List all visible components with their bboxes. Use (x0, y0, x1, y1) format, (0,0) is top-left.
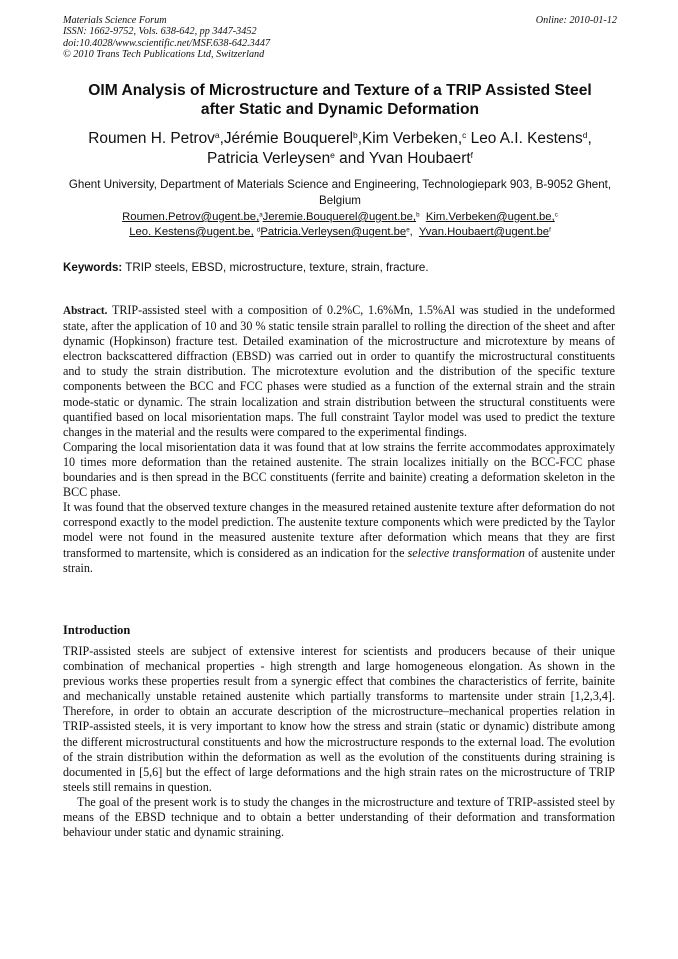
author-name: Kim Verbeken, (362, 130, 463, 147)
author-name: Jérémie Bouquerel (223, 130, 354, 147)
abstract-paragraph (63, 500, 615, 575)
doi-link[interactable]: doi:10.4028/www.scientific.net/MSF.638-642.3447 (63, 37, 271, 49)
email-mark: b (416, 211, 420, 219)
keywords-label: Keywords: (63, 261, 123, 274)
email-mark: c (554, 211, 558, 219)
title-line-2: after Static and Dynamic Deformation (200, 101, 480, 118)
author-mark: a (214, 129, 220, 140)
abstract-paragraph (63, 303, 615, 440)
affiliation: Ghent University, Department of Materials Science and Engineering, Technologiepark 903, B-9052 Ghent, Belgium (68, 178, 612, 207)
online-date: Online: 2010-01-12 (535, 15, 617, 26)
author-mark: b (353, 129, 358, 140)
email-mark: d (256, 226, 261, 234)
author-list (63, 129, 617, 169)
email-mark: a (259, 211, 263, 219)
abstract-text: of austenite under strain. (63, 545, 615, 575)
author-name: Leo A.I. Kestens (470, 130, 583, 147)
issn-line: ISSN: 1662-9752, Vols. 638-642, pp 3447-3452 (63, 26, 257, 38)
title-line-1: OIM Analysis of Microstructure and Texture of a TRIP Assisted Steel (88, 82, 592, 99)
author-separator: , (219, 130, 224, 147)
author-name: Yvan Houbaert (368, 150, 471, 167)
email-mark: e (406, 226, 410, 234)
email-link[interactable]: Kim.Verbeken@ugent.be, (425, 211, 555, 223)
author-mark: f (470, 149, 474, 160)
email-link[interactable]: Yvan.Houbaert@ugent.be (418, 226, 550, 238)
abstract-label: Abstract. (63, 305, 108, 317)
introduction-paragraph: TRIP-assisted steels are subject of extensive interest for scientists and producers because of their unique combination of mechanical properties - high strength and large homogeneous elongation. As shown in the previous works these properties result from a synergic effect that combines the characteristics of ferrite, bainite and mechanically unstable retained austenite which partially transforms to martensite under strain [1,2,3,4]. Therefore, in order to obtain an accurate description of the microstructure–mechanical properties relation in TRIP-assisted steels, it is very important to know how the stress and strain (static or dynamic) distribute among the different microstructural constituents and how the microstructure responds to the external load. The evolution of the strain distribution within the deformation as well as the evolution of the constituents during straining is documented in [5,6] but the effect of large deformations and the high strain rates on the microstructure of TRIP steels still remains in question. (63, 644, 615, 794)
abstract (63, 303, 615, 576)
author-separator: , (587, 130, 592, 147)
author-separator: and (334, 150, 369, 167)
email-link[interactable]: Patricia.Verleysen@ugent.be (260, 226, 407, 238)
email-link[interactable]: Jeremie.Bouquerel@ugent.be, (262, 211, 417, 223)
keywords (63, 261, 617, 275)
paper-title (63, 81, 617, 119)
email-mark: f (549, 226, 551, 234)
abstract-text: It was found that the observed texture changes in the measured retained austenite texture after deformation do not correspond exactly to the model prediction. The austenite texture components which were predicted by the Taylor model were not found in the measured austenite texture after deformation which means that they are first transformed to martensite, which is considered as an indication for the (63, 500, 615, 560)
keywords-text: TRIP steels, EBSD, microstructure, texture, strain, fracture. (125, 261, 429, 274)
introduction-paragraph: The goal of the present work is to study the changes in the microstructure and texture of TRIP-assisted steel by means of the EBSD technique and to obtain a better understanding of their deformation and transformation behaviour under static and dynamic straining. (63, 794, 615, 840)
author-name: Roumen H. Petrov (88, 130, 215, 147)
email-link[interactable]: Leo. Kestens@ugent.be, (129, 226, 254, 238)
author-name: Patricia Verleysen (206, 150, 331, 167)
author-separator: , (357, 130, 363, 147)
email-list: Roumen.Petrov@ugent.be,$^a$Jeremie.Bouquerel@ugent.be,$^b$ Kim.Verbeken@ugent.be,$^c$ Leo. Kestens@ugent.be, $^dPatricia.Verleysen@ugent.be^e$, $Yvan.Houbaert@ugent.be^f$ (122, 211, 558, 238)
journal-header (63, 15, 617, 61)
introduction-body (63, 644, 615, 840)
abstract-text: TRIP-assisted steel with a composition of 0.2%C, 1.6%Mn, 1.5%Al was studied in the undeformed state, after the application of 10 and 30 % static tensile strain parallel to rolling the direction of the sheet and after dynamic (Hopkinson) fracture test. Detailed examination of the microstructure and microtexture by means of electron backscattered diffraction (EBSD) was carried out in order to quantify the microstructural constituents and to study the strain distribution. The microtexture evolution and the distribution of the specific texture components between the BCC and FCC phases were studied as a function of the external strain and the strain mode-static or dynamic. The strain localization and strain distribution between the structural constituents were quantified based on local misorientation maps. The full constraint Taylor model was used to predict the texture changes in the material and the results were compared to the experimental findings. (63, 303, 616, 439)
journal-name: Materials Science Forum (63, 15, 167, 26)
author-mark: e (330, 149, 335, 160)
abstract-paragraph: Comparing the local misorientation data it was found that at low strains the ferrite accommodates approximately 10 times more deformation than the retained austenite. The strain localizes initially on the BCC-FCC phase boundaries and is then spread in the BCC constituents (ferrite and bainite) creating a deformation skeleton in the BCC phase. (63, 439, 615, 500)
author-mark: d (582, 129, 588, 140)
copyright-line: © 2010 Trans Tech Publications Ltd, Switzerland (63, 49, 265, 61)
email-link[interactable]: Roumen.Petrov@ugent.be, (122, 211, 260, 223)
author-mark: c (462, 129, 467, 140)
introduction-heading: Introduction (63, 623, 131, 637)
abstract-emphasis: selective transformation (407, 545, 525, 560)
